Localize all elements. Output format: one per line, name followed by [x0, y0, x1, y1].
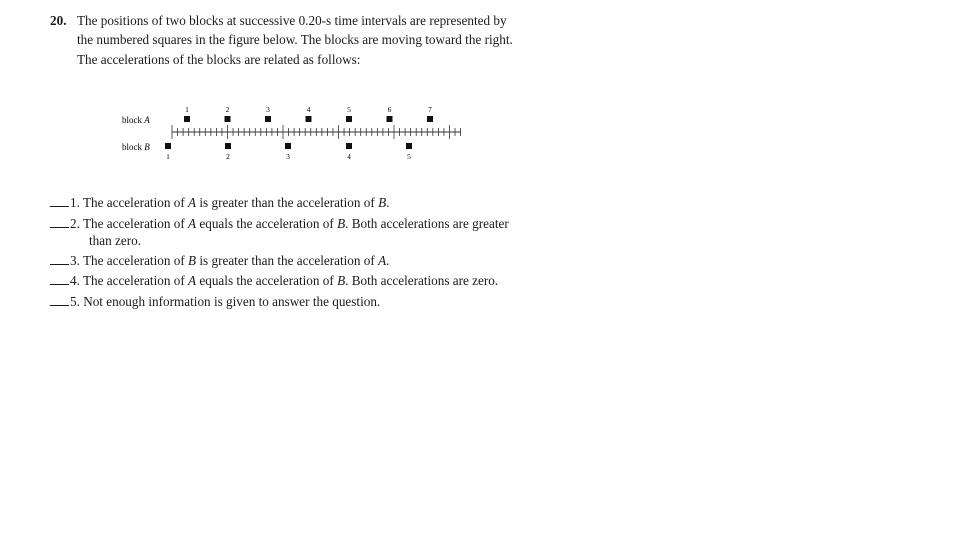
block-a-square: [306, 116, 312, 122]
block-position-figure: [0, 0, 960, 200]
answer-blank[interactable]: [50, 216, 69, 228]
block-b-number: 5: [407, 152, 411, 161]
option-text: The acceleration of B is greater than the acceleration of A.: [82, 253, 390, 268]
block-b-square: [225, 143, 231, 149]
block-letter: B: [144, 142, 150, 152]
option-2-continuation: than zero.: [89, 233, 141, 248]
block-b-number: 4: [347, 152, 351, 161]
option-number: 5.: [70, 294, 80, 309]
option-text: Not enough information is given to answer the question.: [83, 294, 381, 309]
answer-blank[interactable]: [50, 195, 69, 207]
question-stem-line-2: the numbered squares in the figure below. The blocks are moving toward the right.: [77, 31, 513, 47]
option-1[interactable]: [50, 195, 389, 211]
option-number: 1.: [70, 195, 80, 210]
block-b-square: [165, 143, 171, 149]
block-b-squares: [165, 143, 412, 161]
block-a-number: 1: [185, 105, 189, 114]
block-a-square: [184, 116, 190, 122]
block-a-number: 6: [387, 105, 392, 114]
block-a-number: 2: [225, 105, 230, 114]
question-number: 20.: [50, 13, 67, 28]
block-b-number: 3: [286, 152, 290, 161]
block-a-square: [387, 116, 393, 122]
block-a-square: [346, 116, 352, 122]
question-stem-line-3: The accelerations of the blocks are related as follows:: [77, 52, 361, 67]
block-b-label-text: block: [122, 142, 145, 152]
answer-blank[interactable]: [50, 294, 69, 306]
block-a-label: [122, 115, 150, 125]
option-number: 2.: [70, 216, 80, 231]
block-b-number: 1: [166, 152, 170, 161]
block-a-number: 5: [347, 105, 351, 114]
block-a-number: 4: [306, 105, 311, 114]
block-a-square: [265, 116, 271, 122]
block-a-square: [225, 116, 231, 122]
option-text: The acceleration of A equals the acceleration of B. Both accelerations are greater: [82, 216, 509, 231]
option-4[interactable]: [50, 273, 498, 289]
block-b-square: [285, 143, 291, 149]
block-b-number: 2: [226, 152, 230, 161]
answer-blank[interactable]: [50, 273, 69, 285]
position-axis: [172, 125, 461, 139]
option-number: 3.: [70, 253, 80, 268]
answer-blank[interactable]: [50, 253, 69, 265]
block-b-square: [406, 143, 412, 149]
option-text: The acceleration of A is greater than the acceleration of B.: [82, 195, 390, 210]
option-number: 4.: [70, 273, 80, 288]
block-a-label-text: block: [122, 115, 145, 125]
option-2[interactable]: [50, 216, 509, 232]
block-a-number: 7: [428, 105, 432, 114]
option-3[interactable]: [50, 253, 389, 269]
block-letter: A: [144, 115, 150, 125]
question-stem-line-1: The positions of two blocks at successive 0.20-s time intervals are represented by: [77, 13, 507, 28]
block-b-label: [122, 142, 150, 152]
option-text: The acceleration of A equals the acceleration of B. Both accelerations are zero.: [82, 273, 499, 288]
block-a-squares: [184, 105, 433, 122]
block-a-square: [427, 116, 433, 122]
option-5[interactable]: [50, 294, 380, 310]
block-b-square: [346, 143, 352, 149]
block-a-number: 3: [266, 105, 270, 114]
